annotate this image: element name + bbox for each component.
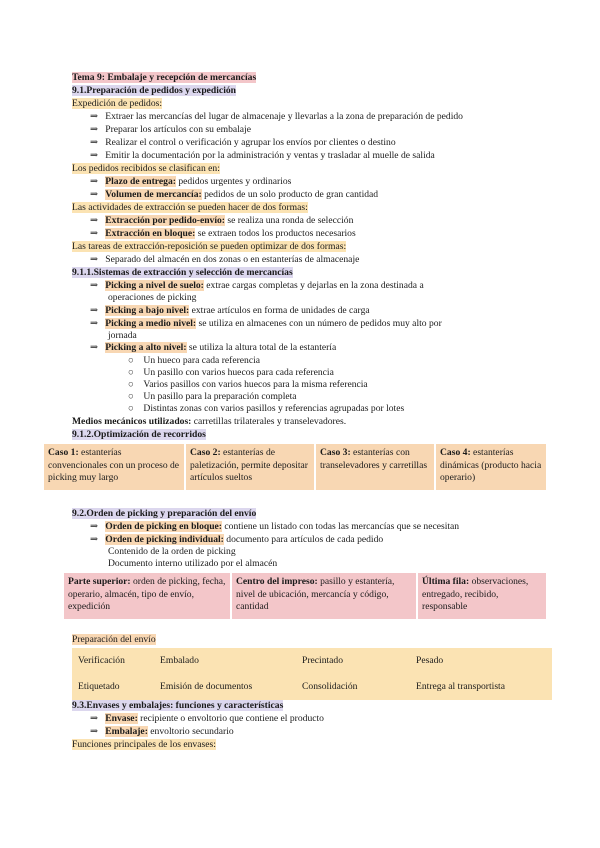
sub-list-item: ○ Un pasillo para la preparación completa [128,391,297,402]
table-cell: Precintado [302,655,344,666]
list-item: ⇒ Plazo de entrega: pedidos urgentes y ordinarios [90,176,292,187]
list-item: ⇒ Orden de picking en bloque: contiene un listado con todas las mercancías que se necesitan [90,521,460,532]
circle-bullet-icon: ○ [128,403,134,414]
actividades-label: Las actividades de extracción se pueden hacer de dos formas: [72,202,308,213]
arrow-icon: ⇒ [90,228,99,239]
circle-bullet-icon: ○ [128,379,134,390]
sub-list-item: ○ Distintas zonas con varios pasillos y referencias agrupadas por lotes [128,403,405,414]
caso-1-box: Caso 1: estanterías convencionales con un proceso de picking muy largo [44,444,184,490]
expedicion-label: Expedición de pedidos: [72,98,163,109]
list-item: ⇒ Volumen de mercancía: pedidos de un solo producto de gran cantidad [90,189,379,200]
pedidos-label: Los pedidos recibidos se clasifican en: [72,163,220,174]
circle-bullet-icon: ○ [128,355,134,366]
circle-bullet-icon: ○ [128,367,134,378]
list-item: ⇒ Separado del almacén en dos zonas o en estanterías de almacenaje [90,254,360,265]
parte-superior-box: Parte superior: orden de picking, fecha, operario, almacén, tipo de envío, expedición [64,573,230,619]
documento-line: Documento interno utilizado por el almacén [108,558,278,569]
medios-line: Medios mecánicos utilizados: carretillas trilaterales y transelevadores. [72,416,347,427]
list-item: ⇒ Extraer las mercancías del lugar de almacenaje y llevarlas a la zona de preparación de pedido [90,111,463,122]
caso-4-box: Caso 4: estanterías dinámicas (producto hacia operario) [436,444,546,490]
list-item: ⇒ Orden de picking individual: documento para artículos de cada pedido [90,534,384,545]
list-item-continuation: jornada [108,330,137,341]
sub-list-item: ○ Un hueco para cada referencia [128,355,261,366]
table-cell: Etiquetado [78,681,120,692]
sub-list-item: ○ Un pasillo con varios huecos para cada referencia [128,367,334,378]
list-item: ⇒ Envase: recipiente o envoltorio que contiene el producto [90,713,324,724]
list-item-continuation: operaciones de picking [108,292,197,303]
table-cell: Entrega al transportista [416,681,505,692]
arrow-icon: ⇒ [90,318,99,329]
list-item: ⇒ Picking a bajo nivel: extrae artículos en forma de unidades de carga [90,305,370,316]
tareas-label: Las tareas de extracción-reposición se pueden optimizar de dos formas: [72,241,347,252]
prep-table [72,648,552,700]
arrow-icon: ⇒ [90,189,99,200]
contenido-line: Contenido de la orden de picking [108,546,236,557]
ultima-fila-box: Última fila: observaciones, entregado, recibido, responsable [418,573,546,619]
arrow-icon: ⇒ [90,137,99,148]
section-9-1-heading: 9.1.Preparación de pedidos y expedición [72,85,236,96]
arrow-icon: ⇒ [90,280,99,291]
circle-bullet-icon: ○ [128,391,134,402]
arrow-icon: ⇒ [90,111,99,122]
list-item: ⇒ Embalaje: envoltorio secundario [90,726,234,737]
prep-label: Preparación del envío [72,634,156,645]
section-9-1-2-heading: 9.1.2.Optimización de recorridos [72,429,206,440]
arrow-icon: ⇒ [90,521,99,532]
list-item: ⇒ Emitir la documentación por la administración y ventas y trasladar al muelle de salida [90,150,435,161]
caso-3-box: Caso 3: estanterías con transelevadores y carretillas [316,444,434,490]
arrow-icon: ⇒ [90,124,99,135]
caso-2-box: Caso 2: estanterías de paletización, permite depositar artículos sueltos [186,444,314,490]
list-item: ⇒ Realizar el control o verificación y agrupar los envíos por clientes o destino [90,137,396,148]
section-9-2-heading: 9.2.Orden de picking y preparación del envío [72,508,257,519]
arrow-icon: ⇒ [90,254,99,265]
section-9-3-heading: 9.3.Envases y embalajes: funciones y características [72,700,284,711]
section-9-1-1-heading: 9.1.1.Sistemas de extracción y selección de mercancías [72,267,293,278]
list-item: ⇒ Picking a alto nivel: se utiliza la altura total de la estantería [90,342,337,353]
table-cell: Verificación [78,655,125,666]
arrow-icon: ⇒ [90,726,99,737]
arrow-icon: ⇒ [90,150,99,161]
table-cell: Pesado [416,655,444,666]
page-title: Tema 9: Embalaje y recepción de mercancías [72,72,257,83]
arrow-icon: ⇒ [90,342,99,353]
list-item: ⇒ Extracción en bloque: se extraen todos los productos necesarios [90,228,356,239]
sub-list-item: ○ Varios pasillos con varios huecos para la misma referencia [128,379,368,390]
funciones-label: Funciones principales de los envases: [72,739,216,750]
arrow-icon: ⇒ [90,176,99,187]
arrow-icon: ⇒ [90,215,99,226]
list-item: ⇒ Picking a nivel de suelo: extrae cargas completas y dejarlas en la zona destinada a [90,280,424,291]
table-cell: Emisión de documentos [160,681,253,692]
table-cell: Consolidación [302,681,358,692]
arrow-icon: ⇒ [90,305,99,316]
list-item: ⇒ Picking a medio nivel: se utiliza en almacenes con un número de pedidos muy alto por [90,318,442,329]
centro-impreso-box: Centro del impreso: pasillo y estantería, nivel de ubicación, mercancía y código, cantidad [232,573,416,619]
list-item: ⇒ Preparar los artículos con su embalaje [90,124,251,135]
table-cell: Embalado [160,655,199,666]
arrow-icon: ⇒ [90,713,99,724]
arrow-icon: ⇒ [90,534,99,545]
list-item: ⇒ Extracción por pedido-envío: se realiza una ronda de selección [90,215,354,226]
